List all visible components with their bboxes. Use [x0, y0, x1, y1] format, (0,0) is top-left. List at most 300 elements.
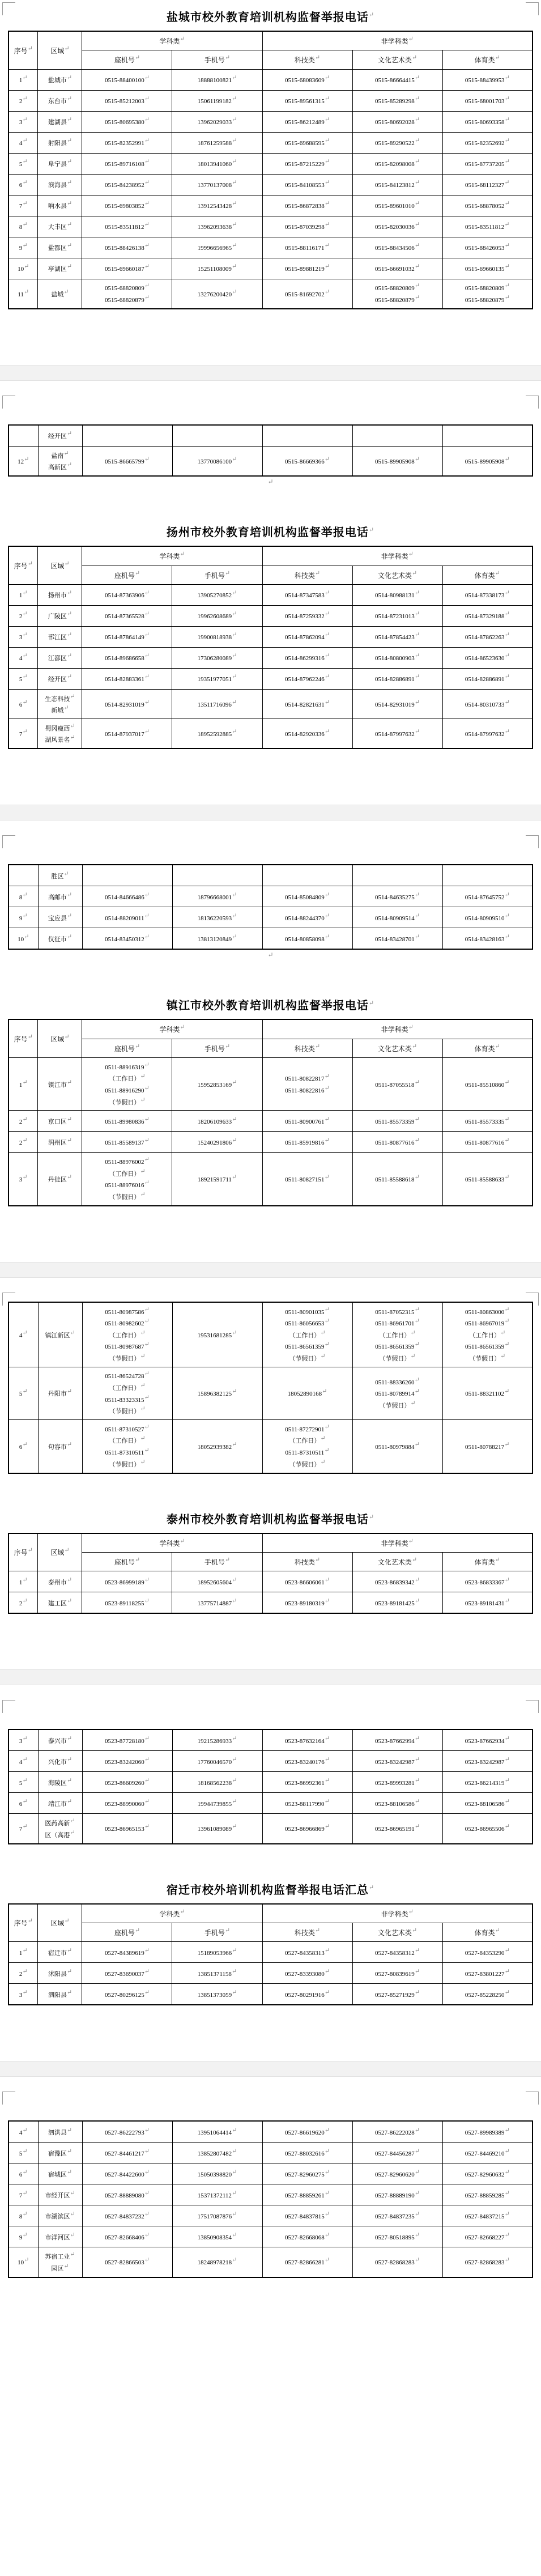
pilcrow-mark: ↵ — [66, 200, 73, 207]
cell-line: 0515-68083609↵ — [285, 74, 330, 84]
pilcrow-mark: ↵ — [324, 221, 330, 228]
cell-region — [38, 446, 82, 476]
document-page — [0, 1698, 541, 1853]
pilcrow-mark: ↵ — [232, 137, 237, 144]
pilcrow-mark: ↵ — [144, 2211, 150, 2218]
cell-tech — [262, 719, 352, 749]
pilcrow-mark: ↵ — [66, 74, 73, 82]
cell-mobile — [172, 279, 262, 309]
pilcrow-mark: ↵ — [144, 912, 150, 920]
cell-line: 9↵ — [19, 2231, 28, 2241]
header-row-group — [8, 1904, 533, 1923]
table-body — [8, 865, 533, 949]
pilcrow-mark: ↵ — [66, 1798, 73, 1805]
cell-line: 0515-89561315↵ — [285, 95, 330, 105]
pilcrow-mark: ↵ — [22, 2211, 28, 2218]
cell-line: 新城↵ — [51, 704, 69, 715]
cell-mobile — [172, 689, 262, 719]
header-row-group — [8, 1533, 533, 1553]
pilcrow-mark: ↵ — [140, 1435, 146, 1442]
pilcrow-mark: ↵ — [66, 1116, 73, 1123]
cell-line: 18248978218↵ — [197, 2256, 237, 2267]
cell-line: 0515-83511812↵ — [465, 221, 510, 231]
page-bottom-whitespace — [0, 1623, 541, 1657]
cell-line: 0527-85271929↵ — [375, 1989, 420, 1999]
cell-mobile — [172, 1571, 262, 1592]
pilcrow-mark: ↵ — [144, 1968, 150, 1975]
cell-tech — [262, 2226, 352, 2247]
col-header-landline: 座机号↵ — [82, 1923, 172, 1941]
table-row — [8, 1793, 533, 1814]
table-header — [8, 31, 533, 69]
table-row — [8, 1153, 533, 1206]
pilcrow-mark: ↵ — [324, 1756, 330, 1763]
page-top-spacer — [0, 1502, 541, 1511]
cell-culture-art — [352, 425, 442, 447]
cell-line: 2↵ — [19, 1597, 28, 1607]
cell-tech — [262, 1729, 352, 1751]
pilcrow-mark: ↵ — [504, 673, 510, 681]
cell-tech — [262, 928, 352, 950]
pilcrow-mark: ↵ — [504, 1823, 510, 1830]
cell-line: 0514-80988131↵ — [375, 589, 420, 600]
cell-landline — [82, 2143, 172, 2163]
cell-line: 0514-87645752↵ — [465, 891, 510, 901]
cell-landline — [82, 2163, 172, 2184]
cell-sports — [442, 689, 533, 719]
col-header-tech: 科技类↵ — [262, 1039, 352, 1057]
pilcrow-mark: ↵ — [22, 2127, 28, 2134]
cell-mobile — [172, 216, 262, 237]
cell-line: 0514-87347583↵ — [285, 589, 330, 600]
cell-landline — [82, 1751, 172, 1772]
cell-index — [8, 865, 38, 886]
pilcrow-mark: ↵ — [324, 2148, 330, 2155]
page-break-separator — [0, 2061, 541, 2077]
cell-sports — [442, 865, 533, 886]
cell-line: 3↵ — [19, 1989, 28, 1999]
cell-landline — [82, 1111, 172, 1132]
cell-line: 0514-84666486↵ — [105, 891, 150, 901]
cell-line: 18796668001↵ — [197, 891, 237, 901]
cell-line: 18952592885↵ — [197, 728, 237, 738]
pilcrow-mark: ↵ — [414, 1597, 420, 1605]
cell-landline — [82, 153, 172, 174]
pilcrow-mark: ↵ — [140, 1096, 146, 1103]
pilcrow-mark: ↵ — [66, 1947, 73, 1954]
cell-tech — [262, 689, 352, 719]
table-row — [8, 1058, 533, 1111]
cell-tech — [262, 865, 352, 886]
cell-culture-art — [352, 2226, 442, 2247]
pilcrow-mark: ↵ — [414, 294, 420, 301]
pilcrow-mark: ↵ — [414, 1116, 420, 1123]
cell-line: 0527-80291916↵ — [285, 1989, 330, 1999]
pilcrow-mark: ↵ — [504, 179, 510, 186]
pilcrow-mark: ↵ — [66, 1441, 73, 1448]
cell-index — [8, 2121, 38, 2143]
cell-sports — [442, 2184, 533, 2205]
col-header-landline: 座机号↵ — [82, 566, 172, 584]
pilcrow-mark: ↵ — [504, 933, 510, 941]
pilcrow-mark: ↵ — [66, 179, 73, 186]
pilcrow-mark: ↵ — [368, 1884, 375, 1891]
document-page — [0, 1290, 541, 1483]
cell-line: 0511-86967019↵ — [465, 1317, 510, 1328]
pilcrow-mark: ↵ — [504, 1388, 510, 1395]
cell-landline — [82, 1058, 172, 1111]
cell-landline — [82, 886, 172, 907]
cell-region — [38, 279, 82, 309]
cell-index — [8, 1058, 38, 1111]
cell-mobile — [172, 90, 262, 111]
cell-mobile — [172, 647, 262, 668]
col-header-index: 序号↵ — [8, 546, 38, 584]
pilcrow-mark: ↵ — [414, 282, 420, 290]
table-row — [8, 258, 533, 279]
cell-culture-art — [352, 2205, 442, 2226]
cell-line: 0515-85289298↵ — [375, 95, 420, 105]
cell-tech — [262, 1302, 352, 1367]
cell-index — [8, 132, 38, 153]
pilcrow-mark: ↵ — [66, 933, 73, 941]
cell-mobile — [172, 1984, 262, 2005]
cell-region — [38, 2143, 82, 2163]
cell-line: 0511-80900761↵ — [285, 1116, 330, 1125]
pilcrow-mark: ↵ — [414, 699, 420, 706]
table-row — [8, 1367, 533, 1419]
cell-line: 0514-86523630↵ — [465, 652, 510, 662]
cell-culture-art — [352, 279, 442, 309]
pilcrow-mark: ↵ — [70, 722, 75, 730]
cell-index — [8, 2163, 38, 2184]
cell-line: 0523-88117990↵ — [285, 1798, 330, 1808]
cell-tech — [262, 886, 352, 907]
cell-line: 5↵ — [19, 673, 28, 683]
pilcrow-mark: ↵ — [140, 1329, 146, 1337]
pilcrow-mark: ↵ — [232, 1947, 237, 1954]
pilcrow-mark: ↵ — [144, 1317, 150, 1325]
cell-line: 0527-80296125↵ — [105, 1989, 150, 1999]
pilcrow-mark: ↵ — [324, 1735, 330, 1742]
cell-culture-art — [352, 719, 442, 749]
header-row-sub — [8, 1552, 533, 1571]
cell-tech — [262, 1571, 352, 1592]
cell-line: 0515-68820809↵ — [465, 282, 510, 292]
table-row — [8, 584, 533, 605]
cell-landline — [82, 1420, 172, 1473]
cell-line: 0514-87937017↵ — [105, 728, 150, 738]
cell-line: 18761259588↵ — [197, 137, 237, 147]
cell-mobile — [172, 425, 262, 447]
cell-line: 0514-80909510↵ — [465, 912, 510, 922]
cell-culture-art — [352, 1058, 442, 1111]
cell-landline — [82, 865, 172, 886]
pilcrow-mark: ↵ — [66, 1597, 73, 1605]
phone-table-yangzhou-part1 — [8, 546, 533, 749]
cell-sports — [442, 1132, 533, 1153]
pilcrow-mark: ↵ — [324, 179, 330, 186]
cell-line: 0515-84238952↵ — [105, 179, 150, 189]
cell-line: 6↵ — [19, 2169, 28, 2178]
cell-mobile — [172, 1592, 262, 1614]
table-row — [8, 2184, 533, 2205]
pilcrow-mark: ↵ — [504, 2231, 510, 2239]
cell-line: 0523-89180319↵ — [285, 1597, 330, 1607]
cell-line: 6↵ — [19, 699, 28, 708]
cell-line: 0511-80877616↵ — [465, 1137, 510, 1146]
cell-landline — [82, 928, 172, 950]
cell-line: 响水县↵ — [48, 200, 73, 210]
page-bottom-spacer — [0, 1474, 541, 1483]
pilcrow-mark: ↵ — [414, 631, 420, 639]
table-title-yangzhou-part1: 扬州市校外教育培训机构监督举报电话↵ — [166, 526, 375, 539]
cell-line: 泗阳县↵ — [48, 1989, 73, 1999]
cell-sports — [442, 1420, 533, 1473]
cell-region — [38, 2226, 82, 2247]
cell-line: （工作日）↵ — [109, 1073, 146, 1083]
pilcrow-mark: ↵ — [231, 2190, 237, 2197]
cell-index — [8, 2226, 38, 2247]
cell-line: 19900818938↵ — [197, 631, 237, 641]
pilcrow-mark: ↵ — [500, 1329, 506, 1337]
cell-line: 19215286933↵ — [197, 1735, 237, 1745]
pilcrow-mark: ↵ — [414, 1947, 420, 1954]
col-header-landline: 座机号↵ — [82, 1039, 172, 1057]
pilcrow-mark: ↵ — [66, 263, 73, 270]
cell-line: 0514-83428701↵ — [375, 933, 420, 943]
pilcrow-mark: ↵ — [144, 1394, 150, 1401]
pilcrow-mark: ↵ — [414, 263, 420, 270]
pilcrow-mark: ↵ — [231, 1174, 237, 1181]
pilcrow-mark: ↵ — [414, 891, 420, 899]
header-row-sub — [8, 566, 533, 584]
cell-region — [38, 153, 82, 174]
pilcrow-mark: ↵ — [414, 1823, 420, 1830]
pilcrow-mark: ↵ — [232, 2127, 237, 2134]
col-header-subject-group: 学科类↵ — [82, 1904, 262, 1923]
pilcrow-mark: ↵ — [24, 933, 29, 941]
cell-region — [38, 668, 82, 689]
col-header-region: 区域↵ — [38, 546, 82, 584]
cell-mobile — [172, 2226, 262, 2247]
page-top-spacer — [0, 833, 541, 864]
cell-mobile — [172, 1111, 262, 1132]
cell-culture-art — [352, 1729, 442, 1751]
table-header — [8, 1533, 533, 1571]
pilcrow-mark: ↵ — [414, 1137, 420, 1144]
table-row — [8, 1592, 533, 1614]
pilcrow-mark: ↵ — [324, 456, 330, 463]
cell-line: 0527-84469210↵ — [465, 2148, 510, 2157]
cell-sports — [442, 647, 533, 668]
col-header-tech: 科技类↵ — [262, 1923, 352, 1941]
table-row — [8, 153, 533, 174]
cell-line: 0527-85228250↵ — [465, 1989, 510, 1999]
cell-region — [38, 2163, 82, 2184]
col-header-sports: 体育类↵ — [442, 50, 533, 69]
cell-line: 0527-82960632↵ — [465, 2169, 510, 2178]
cell-tech — [262, 1592, 352, 1614]
cell-line: 0515-69803852↵ — [105, 200, 150, 210]
cell-sports — [442, 2226, 533, 2247]
pilcrow-mark: ↵ — [144, 1989, 150, 1996]
cell-region — [38, 1942, 82, 1963]
cell-index — [8, 69, 38, 90]
cell-line: 海陵区↵ — [48, 1777, 73, 1787]
cell-line: 6↵ — [19, 179, 28, 189]
pilcrow-mark: ↵ — [504, 263, 510, 270]
cell-index — [8, 928, 38, 950]
cell-line: 2↵ — [19, 610, 28, 620]
pilcrow-mark: ↵ — [414, 1306, 420, 1313]
cell-line: 4↵ — [19, 652, 28, 662]
cell-region — [38, 886, 82, 907]
pilcrow-mark: ↵ — [414, 589, 420, 597]
cell-index — [8, 1772, 38, 1793]
cell-region — [38, 2184, 82, 2205]
cell-index — [8, 2143, 38, 2163]
table-body — [8, 2121, 533, 2277]
cell-region — [38, 1793, 82, 1814]
table-row — [8, 1751, 533, 1772]
pilcrow-mark: ↵ — [22, 1329, 28, 1337]
cell-line: 0511-80982602↵ — [105, 1317, 150, 1328]
cell-line: 0527-82866503↵ — [105, 2256, 150, 2267]
cell-line: 11↵ — [18, 288, 29, 298]
cell-line: 0527-82668227↵ — [465, 2231, 510, 2241]
cell-region — [38, 1729, 82, 1751]
cell-line: 0527-82868283↵ — [375, 2256, 420, 2267]
pilcrow-mark: ↵ — [414, 242, 420, 249]
table-row — [8, 1729, 533, 1751]
pilcrow-mark: ↵ — [504, 891, 510, 899]
col-header-mobile: 手机号↵ — [172, 1923, 262, 1941]
col-header-culture-art: 文化艺术类↵ — [352, 1923, 442, 1941]
cell-mobile — [172, 584, 262, 605]
cell-sports — [442, 279, 533, 309]
cell-line: 0523-86839342↵ — [375, 1576, 420, 1586]
col-header-sports: 体育类↵ — [442, 566, 533, 584]
cell-line: 19531681285↵ — [197, 1329, 237, 1339]
cell-index — [8, 886, 38, 907]
col-header-index: 序号↵ — [8, 1019, 38, 1057]
pilcrow-mark: ↵ — [144, 1597, 150, 1605]
pilcrow-mark: ↵ — [410, 1400, 416, 1407]
pilcrow-mark: ↵ — [324, 1341, 330, 1348]
cell-line: 0527-86222028↵ — [375, 2127, 420, 2136]
cell-culture-art — [352, 237, 442, 258]
section-spacer — [0, 969, 541, 988]
cell-line: 13775714887↵ — [197, 1597, 237, 1607]
cell-line: 8↵ — [19, 891, 28, 901]
col-header-nonsubject-group: 非学科类↵ — [262, 31, 533, 50]
pilcrow-mark: ↵ — [66, 221, 73, 228]
cell-line: 15240291806↵ — [197, 1137, 237, 1146]
cell-line: 9↵ — [19, 242, 28, 252]
cell-tech — [262, 446, 352, 476]
table-row — [8, 2163, 533, 2184]
cell-line: 建湖县↵ — [48, 116, 73, 126]
pilcrow-mark: ↵ — [22, 116, 28, 124]
cell-landline — [82, 1132, 172, 1153]
pilcrow-mark: ↵ — [22, 1798, 28, 1805]
cell-line: 0515-68001703↵ — [465, 95, 510, 105]
cell-culture-art — [352, 668, 442, 689]
table-row — [8, 2247, 533, 2277]
cell-index — [8, 90, 38, 111]
cell-line: 0511-86524728↵ — [105, 1370, 150, 1380]
cell-line: 13912543428↵ — [197, 200, 237, 210]
cell-line: 0523-83242987↵ — [465, 1756, 510, 1766]
pilcrow-mark: ↵ — [414, 74, 420, 82]
page-break-separator — [0, 1669, 541, 1685]
cell-line: 经开区↵ — [48, 430, 73, 440]
pilcrow-mark: ↵ — [232, 1441, 237, 1448]
pilcrow-mark: ↵ — [22, 1968, 28, 1975]
pilcrow-mark: ↵ — [63, 870, 69, 878]
cell-line: 医药高新↵ — [45, 1817, 75, 1827]
cell-line: 0527-82960620↵ — [375, 2169, 420, 2178]
cell-sports — [442, 668, 533, 689]
table-row — [8, 279, 533, 309]
cell-line: 0514-87329188↵ — [465, 610, 510, 620]
cell-line: 13852807482↵ — [197, 2148, 237, 2157]
cell-line: 0514-82886891↵ — [465, 673, 510, 683]
cell-tech — [262, 1058, 352, 1111]
pilcrow-mark: ↵ — [144, 1823, 150, 1830]
cell-line: 靖江市↵ — [48, 1798, 73, 1808]
pilcrow-mark: ↵ — [504, 1989, 510, 1996]
pilcrow-mark: ↵ — [144, 631, 150, 639]
cell-line: 0527-84837815↵ — [285, 2211, 330, 2220]
cell-line: 0515-86664415↵ — [375, 74, 420, 84]
cell-sports — [442, 216, 533, 237]
cell-line: （工作日）↵ — [289, 1329, 326, 1339]
cell-line: 0527-84837232↵ — [105, 2211, 150, 2220]
cell-tech — [262, 2121, 352, 2143]
cell-index — [8, 216, 38, 237]
cell-index — [8, 907, 38, 928]
cell-region — [38, 2121, 82, 2143]
table-row — [8, 2205, 533, 2226]
cell-line: 0514-89686658↵ — [105, 652, 150, 662]
table-row — [8, 1963, 533, 1984]
cell-culture-art — [352, 647, 442, 668]
pilcrow-mark: ↵ — [144, 263, 150, 270]
pilcrow-mark: ↵ — [22, 891, 28, 899]
pilcrow-mark: ↵ — [414, 200, 420, 207]
cell-line: 0511-83323315↵ — [105, 1394, 150, 1404]
cell-tech — [262, 1942, 352, 1963]
cell-line: 0515-89905908↵ — [375, 456, 420, 465]
cell-index — [8, 2205, 38, 2226]
cell-line: 0527-84353290↵ — [465, 1947, 510, 1957]
cell-line: 0511-85589137↵ — [105, 1137, 150, 1146]
pilcrow-mark: ↵ — [232, 1823, 237, 1830]
cell-line: 3↵ — [19, 631, 28, 641]
cell-sports — [442, 626, 533, 647]
cell-line: 0511-88336260↵ — [375, 1376, 420, 1386]
cell-mobile — [172, 865, 262, 886]
cell-line: 0515-80692028↵ — [375, 116, 420, 126]
pilcrow-mark: ↵ — [231, 263, 237, 270]
cell-line: 13511716096↵ — [197, 699, 237, 708]
cell-line: 0514-87365528↵ — [105, 610, 150, 620]
cell-sports — [442, 605, 533, 626]
header-row-sub — [8, 50, 533, 69]
cell-line: 高新区↵ — [48, 461, 73, 471]
